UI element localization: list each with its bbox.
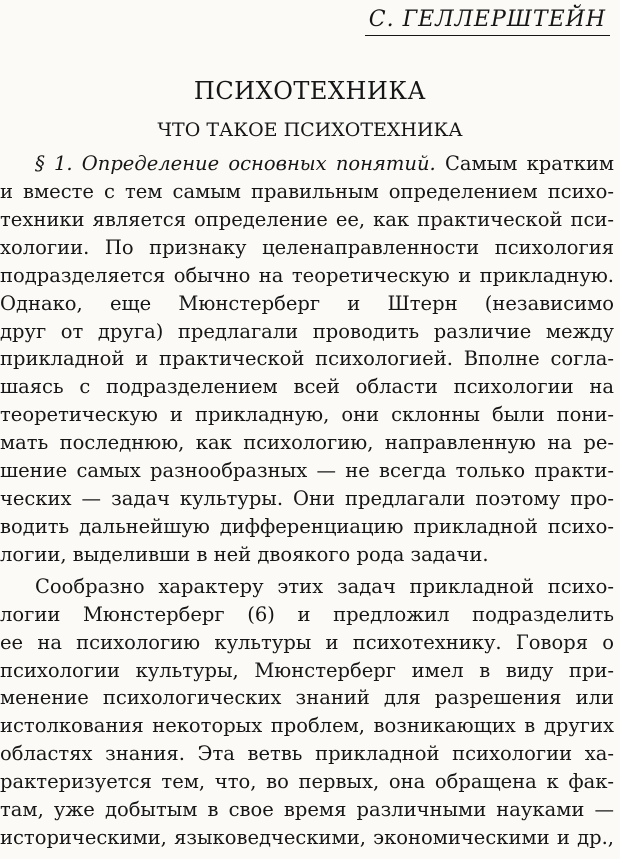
text-line: ее на психологию культуры и психотехнику. Говоря о xyxy=(0,630,614,654)
text-line: ческих — задач культуры. Они предлагали поэтому про- xyxy=(0,487,614,510)
text-line: там, уже добытым в свое время различными науками — xyxy=(0,798,614,822)
text-line: историческими, языковедческими, экономическими и др., xyxy=(0,826,614,849)
text-line: техники является определение ее, как практической пси- xyxy=(0,207,614,231)
text-line: § 1. Определение основных понятий. Самым кратким xyxy=(35,152,615,175)
running-head: С. ГЕЛЛЕРШТЕЙН xyxy=(365,6,610,36)
section-heading: § 1. Определение основных понятий. xyxy=(35,152,436,175)
section-subtitle: ЧТО ТАКОЕ ПСИХОТЕХНИКА xyxy=(157,119,463,141)
text-line: рактеризуется тем, что, во первых, она обращена к фак- xyxy=(0,770,614,794)
text-line: шение самых разнообразных — не всегда только практи- xyxy=(0,459,614,483)
text-line: областях знания. Эта ветвь прикладной психологии ха- xyxy=(0,742,614,766)
text-line: Однако, еще Мюнстерберг и Штерн (независимо xyxy=(0,291,614,315)
text-line: подразделяется обычно на теоретическую и прикладную. xyxy=(0,263,614,287)
text-line: прикладной и практической психологией. Вполне согла- xyxy=(0,347,614,371)
text-line: психологии культуры, Мюнстерберг имел в виду при- xyxy=(0,658,614,682)
text-line: и вместе с тем самым правильным определением психо- xyxy=(0,179,614,203)
text-line: Сообразно характеру этих задач прикладной психо- xyxy=(35,574,614,598)
text-line: менение психологических знаний для разрешения или xyxy=(0,686,614,710)
text-line: хологии. По признаку целенаправленности психология xyxy=(0,235,614,259)
text-line: мать последнюю, как психологию, направленную на ре- xyxy=(0,431,614,455)
text-line: логии Мюнстерберг (6) и предложил подразделить xyxy=(0,602,614,626)
chapter-title: ПСИХОТЕХНИКА xyxy=(193,77,427,105)
text-line: истолкования некоторых проблем, возникающих в других xyxy=(0,714,614,738)
text-line: теоретическую и прикладную, они склонны были пони- xyxy=(0,403,614,427)
text-line: водить дальнейшую дифференциацию прикладной психо- xyxy=(0,514,614,538)
text-line: шаясь с подразделением всей области психологии на xyxy=(0,375,614,399)
text-line: логии, выделивши в ней двоякого рода задачи. xyxy=(0,542,489,566)
text-line: друг от друга) предлагали проводить различие между xyxy=(0,319,614,343)
